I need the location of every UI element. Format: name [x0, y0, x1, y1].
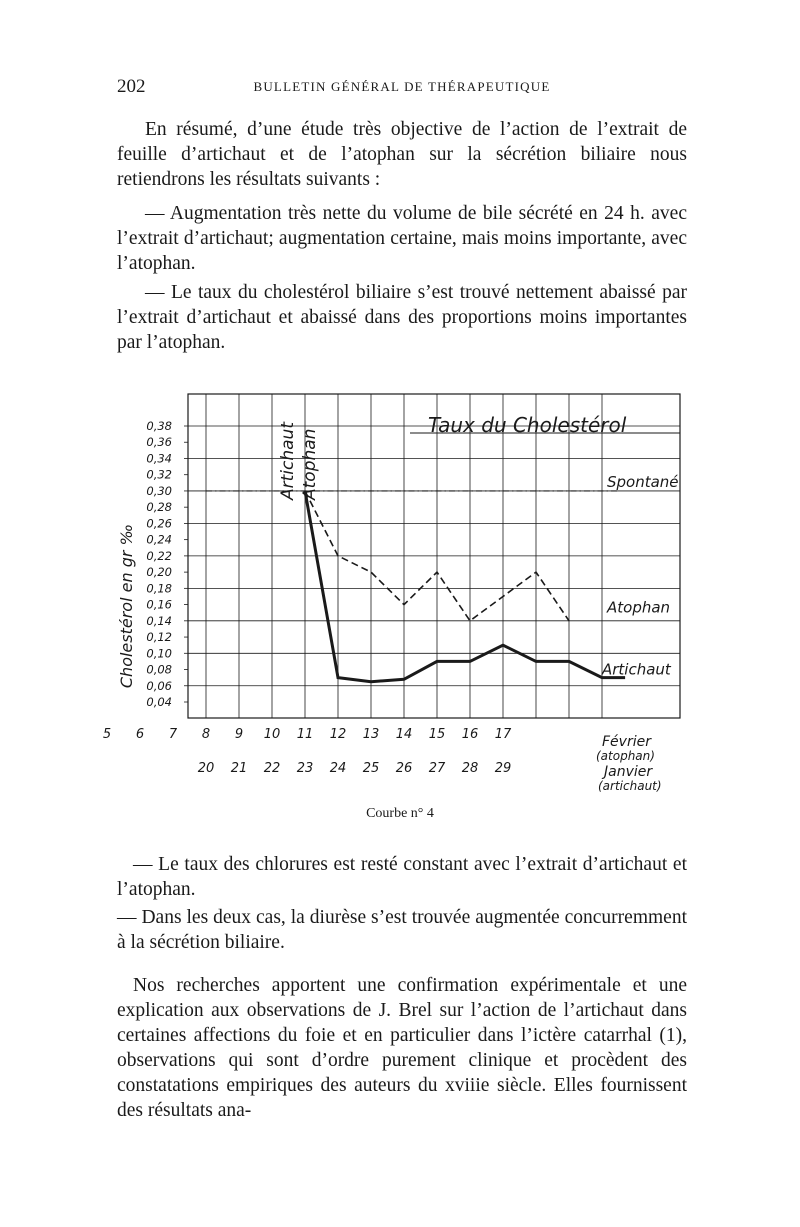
y-tick-labels: [146, 419, 188, 709]
y-tick-label: 0,18: [146, 581, 172, 596]
x-end-label-february-sub: (atophan): [596, 749, 655, 763]
x-tick-label: 10: [263, 727, 281, 742]
x2-tick-labels: [198, 761, 512, 776]
x-tick-labels: [103, 727, 512, 742]
cholesterol-chart: [102, 384, 700, 794]
x-tick-label: 12: [329, 727, 347, 742]
x2-tick-label: 26: [395, 761, 413, 776]
x-tick-label: 7: [168, 727, 178, 742]
x-tick-label: 5: [102, 727, 112, 742]
x-tick-label: 16: [461, 727, 479, 742]
paragraph-chlorures: — Le taux des chlorures est resté constant avec l’extrait d’artichaut et l’atophan.: [117, 854, 687, 900]
x-tick-label: 15: [428, 727, 446, 742]
x-tick-label: 14: [395, 727, 413, 742]
x2-tick-label: 28: [461, 761, 479, 776]
page-header: [117, 76, 687, 100]
y-tick-label: 0,06: [146, 678, 172, 693]
y-tick-label: 0,26: [146, 516, 172, 531]
y-tick-label: 0,08: [146, 662, 172, 677]
chart-title: Taux du Cholestérol: [428, 413, 627, 437]
x-tick-label: 8: [201, 727, 211, 742]
y-tick-label: 0,24: [146, 532, 172, 547]
x-tick-label: 11: [296, 727, 314, 742]
y-axis-label: Cholestérol en gr ‰: [117, 523, 136, 689]
x-tick-label: 13: [362, 727, 380, 742]
marker-artichaut: Artichaut: [278, 422, 298, 500]
x2-tick-label: 20: [197, 761, 215, 776]
paragraph-conclusion: Nos recherches apportent une confirmation expérimentale et une explication aux observations de J. Brel sur l’action de l’artichaut dans certaines affections du foie et en particulier dans l’ictère catarrhal (1), observations qui sont d’ordre purement clinique et procèdent des constatations empiriques des auteurs du xviiie siècle. Elles fournissent des résultats ana-: [117, 975, 687, 1121]
y-tick-label: 0,12: [146, 630, 172, 645]
y-tick-label: 0,38: [146, 419, 172, 433]
paragraph-cholesterol: — Le taux du cholestérol biliaire s’est trouvé nettement abaissé par l’extrait d’artichaut et abaissé dans des proportions moins importantes par l’atophan.: [117, 282, 687, 353]
x-tick-label: 17: [494, 727, 512, 742]
y-tick-label: 0,30: [146, 483, 172, 498]
figure-caption: Courbe n° 4: [366, 806, 434, 821]
y-tick-label: 0,10: [146, 646, 172, 661]
y-tick-label: 0,14: [146, 613, 172, 628]
y-tick-label: 0,32: [146, 467, 172, 482]
x2-tick-label: 23: [296, 761, 314, 776]
y-tick-label: 0,16: [146, 597, 172, 612]
paragraph-diurese: — Dans les deux cas, la diurèse s’est trouvée augmentée concurremment à la sécrétion biliaire.: [117, 907, 687, 953]
x-tick-label: 6: [135, 727, 145, 742]
page-number: 202: [117, 76, 146, 97]
y-tick-label: 0,28: [146, 500, 172, 515]
y-tick-label: 0,36: [146, 435, 172, 450]
treatment-markers: [278, 421, 320, 501]
x-end-label-january: Janvier: [604, 764, 653, 780]
x-end-label-february: Février: [602, 734, 651, 750]
series-label-spontané: Spontané: [607, 472, 679, 491]
x2-tick-label: 25: [362, 761, 380, 776]
y-tick-label: 0,22: [146, 548, 172, 563]
y-tick-label: 0,04: [146, 695, 172, 709]
marker-atophan: Atophan: [300, 428, 320, 500]
y-tick-label: 0,34: [146, 451, 172, 466]
paragraph-bile-volume: — Augmentation très nette du volume de bile sécrété en 24 h. avec l’extrait d’artichaut; augmentation certaine, mais moins importante, avec l’atophan.: [117, 203, 687, 274]
x2-tick-label: 24: [329, 761, 347, 776]
running-head: BULLETIN GÉNÉRAL DE THÉRAPEUTIQUE: [253, 79, 551, 94]
x-tick-label: 9: [234, 727, 244, 742]
x2-tick-label: 22: [263, 761, 281, 776]
x2-tick-label: 27: [428, 761, 446, 776]
paragraph-summary: En résumé, d’une étude très objective de l’action de l’extrait de feuille d’artichaut et de l’atophan sur la sécrétion biliaire nous retiendrons les résultats suivants :: [117, 119, 687, 190]
series-label-atophan: Atophan: [607, 598, 671, 617]
y-tick-label: 0,20: [146, 565, 172, 580]
series-label-artichaut: Artichaut: [602, 660, 671, 679]
x2-tick-label: 21: [230, 761, 248, 776]
series-labels: [601, 473, 679, 679]
x2-tick-label: 29: [494, 761, 512, 776]
x-end-label-january-sub: (artichaut): [598, 779, 662, 793]
